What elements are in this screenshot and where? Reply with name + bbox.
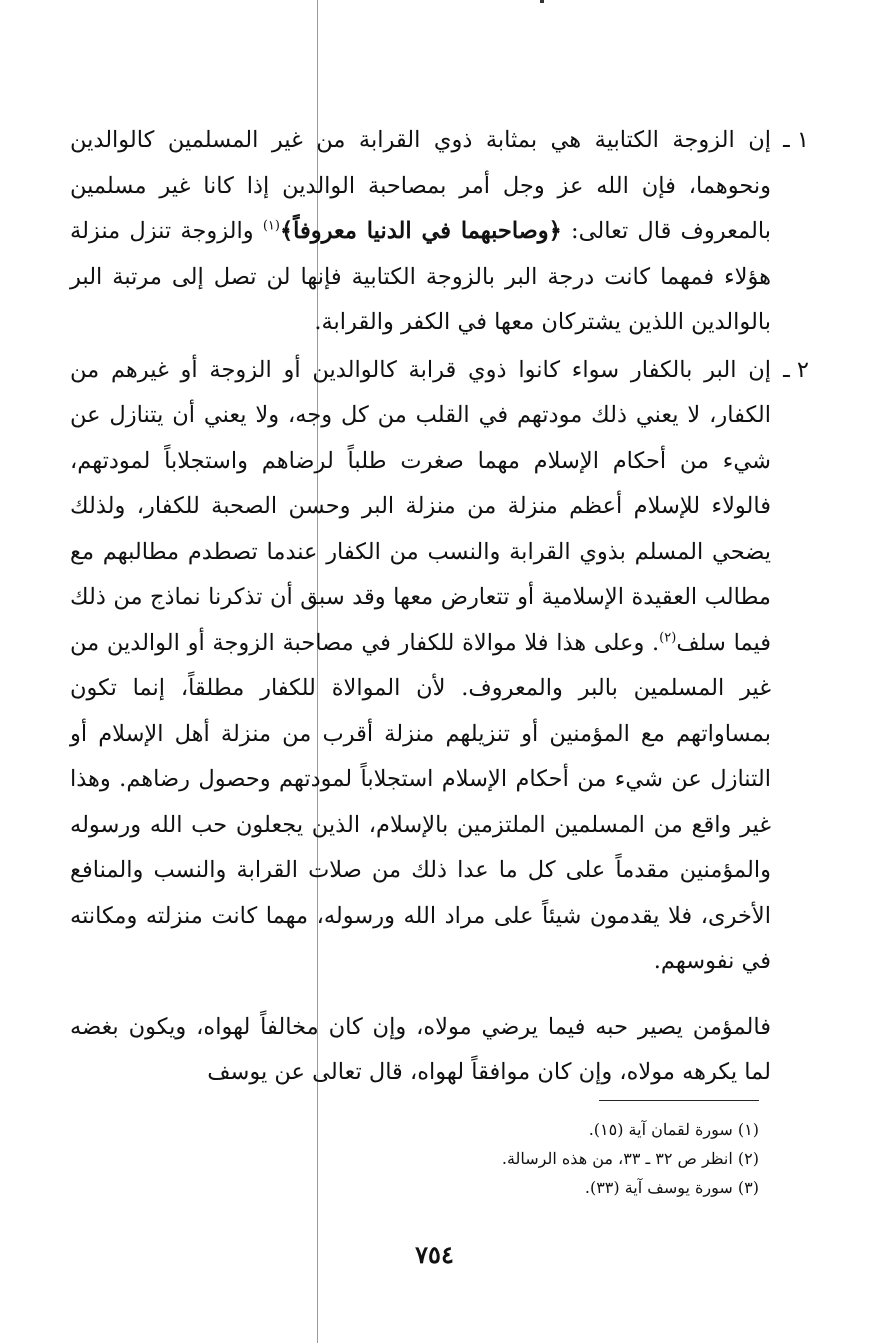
main-text <box>70 118 809 1096</box>
numbered-point-1 <box>70 118 809 346</box>
footnote-1: (١) سورة لقمان آية (١٥). <box>588 1120 759 1139</box>
point-text-start: إن البر بالكفار سواء كانوا ذوي قرابة كالوالدين أو الزوجة أو غيرهم من الكفار، لا يعني ذلك مودتهم في القلب من كل وجه، ولا يعني أن يتنازل عن شيء من أحكام الإسلام مهما صغرت طلباً لرضاهم واستجلاباً لمودتهم، فالولاء للإسلام أعظم منزلة من منزلة البر وحسن الصحبة للكفار، ولذلك يضحي المسلم بذوي القرابة والنسب من الكفار عندما تصطدم مطالبهم مع مطالب العقيدة الإسلامية أو تتعارض معها وقد سبق أن تذكرنا نماذج من ذلك فيما سلف <box>70 356 772 656</box>
page-number: ٧٥٤ <box>415 1240 454 1269</box>
footnote-2: (٢) انظر ص ٣٢ ـ ٣٣، من هذه الرسالة. <box>501 1149 759 1168</box>
footnote-ref: (٢) <box>659 630 677 645</box>
scan-top-mark <box>540 0 544 3</box>
footnote-3: (٣) سورة يوسف آية (٣٣). <box>584 1178 759 1197</box>
numbered-point-2 <box>70 348 809 985</box>
footnote-ref: (١) <box>262 218 280 234</box>
point-text-end: والزوجة تنزل منزلة هؤلاء فمهما كانت درجة البر بالزوجة الكتابية فإنها لن تصل إلى مرتبة البر بالوالدين اللذين يشتركان معها في الكفر والقرابة. <box>70 218 771 335</box>
point-text-end: . وعلى هذا فلا موالاة للكفار في مصاحبة الزوجة أو الوالدين من غير المسلمين بالبر والمعروف. لأن الموالاة للكفار مطلقاً، إنما تكون بمساواتهم مع المؤمنين أو تنزيلهم منزلة أقرب من منزلة أهل الإسلام أو التنازل عن شيء من أحكام الإسلام استجلاباً لمودتهم وحصول رضاهم. وهذا غير واقع من المسلمين الملتزمين بالإسلام، الذين يجعلون حب الله ورسوله والمؤمنين مقدماً على كل ما عدا ذلك من صلات القرابة والنسب والمنافع الأخرى، فلا يقدمون شيئاً على مراد الله ورسوله، مهما كانت منزلته ومكانته في نفوسهم. <box>70 629 771 974</box>
point-number: ٢ ـ <box>783 356 809 383</box>
footnote-separator <box>599 1100 759 1101</box>
point-text <box>70 118 771 346</box>
footnotes <box>502 1115 759 1202</box>
point-text <box>70 348 771 985</box>
point-text-start: إن الزوجة الكتابية هي بمثابة ذوي القرابة من غير المسلمين كالوالدين ونحوهما، فإن الله عز وجل أمر بمصاحبة الوالدين إذا كانا غير مسلمين بالمعروف قال تعالى: <box>70 127 771 244</box>
closing-paragraph: فالمؤمن يصير حبه فيما يرضي مولاه، وإن كان مخالفاً لهواه، ويكون بغضه لما يكرهه مولاه، وإن كان موافقاً لهواه، قال تعالى عن يوسف <box>70 1013 771 1085</box>
point-number: ١ ـ <box>783 127 809 153</box>
quran-quote: ﴿وصاحبهما في الدنيا معروفاً﴾ <box>279 218 562 244</box>
